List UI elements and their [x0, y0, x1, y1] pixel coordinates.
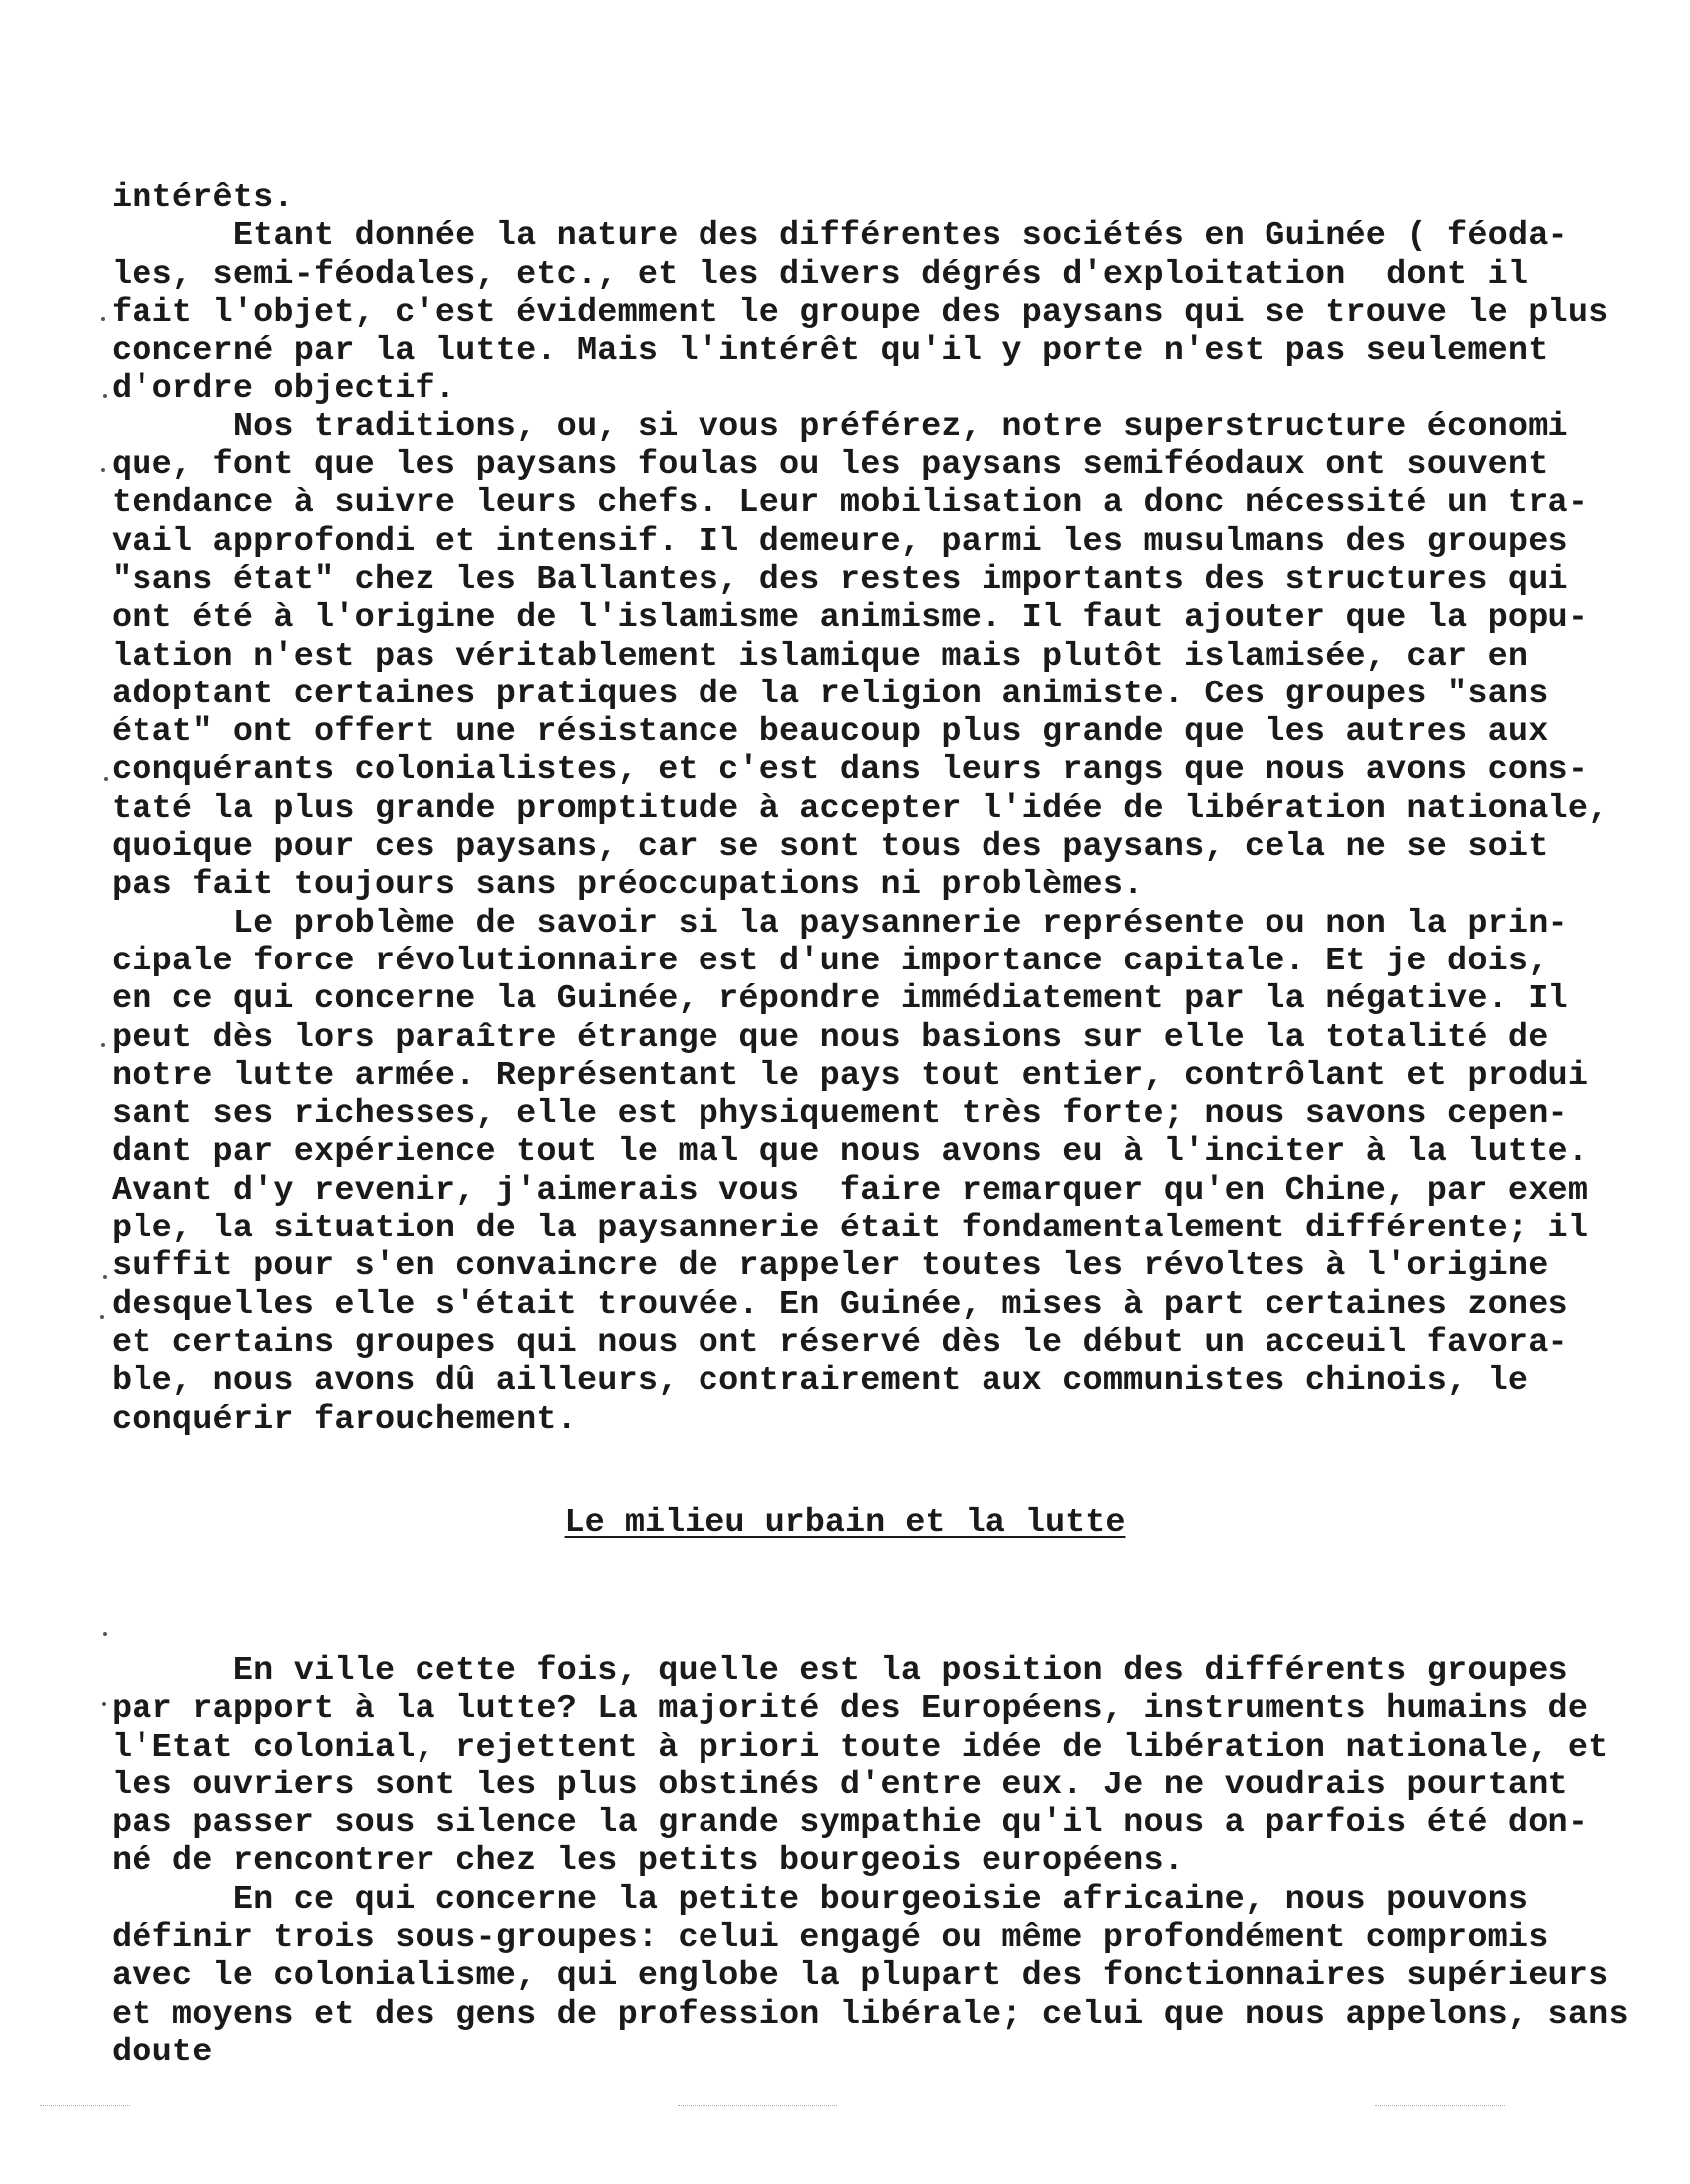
text-line: En ville cette fois, quelle est la position des différents groupes	[112, 1652, 1568, 1690]
margin-speck	[100, 1315, 104, 1319]
text-line: vail approfondi et intensif. Il demeure, parmi les musulmans des groupes	[112, 522, 1568, 561]
text-line: sant ses richesses, elle est physiquement très forte; nous savons cepen-	[112, 1095, 1568, 1134]
text-line: doute	[112, 2033, 213, 2071]
text-line: ont été à l'origine de l'islamisme animisme. Il faut ajouter que la popu-	[112, 599, 1589, 638]
body-text-section-2	[112, 1652, 1666, 2071]
margin-speck	[101, 317, 105, 321]
text-line: Nos traditions, ou, si vous préférez, notre superstructure économi	[112, 408, 1568, 446]
text-line: pas fait toujours sans préoccupations ni problèmes.	[112, 866, 1144, 905]
text-line: quoique pour ces paysans, car se sont tous des paysans, cela ne se soit	[112, 828, 1549, 867]
scan-edge-line	[1375, 2105, 1505, 2107]
text-line: les ouvriers sont les plus obstinés d'entre eux. Je ne voudrais pourtant	[112, 1766, 1568, 1804]
scan-edge-line	[678, 2105, 837, 2107]
text-line: Avant d'y revenir, j'aimerais vous faire remarquer qu'en Chine, par exem	[112, 1171, 1589, 1210]
text-line: par rapport à la lutte? La majorité des Européens, instruments humains de	[112, 1690, 1589, 1729]
text-line: et moyens et des gens de profession libérale; celui que nous appelons, sans	[112, 1995, 1629, 2034]
text-line: Le problème de savoir si la paysannerie représente ou non la prin-	[112, 904, 1568, 943]
text-line: dant par expérience tout le mal que nous avons eu à l'inciter à la lutte.	[112, 1133, 1589, 1172]
text-line: et certains groupes qui nous ont réservé dès le début un acceuil favora-	[112, 1323, 1568, 1362]
text-line: En ce qui concerne la petite bourgeoisie africaine, nous pouvons	[112, 1880, 1529, 1919]
text-line: peut dès lors paraître étrange que nous basions sur elle la totalité de	[112, 1018, 1549, 1057]
text-line: intérêts.	[112, 179, 294, 217]
text-line: d'ordre objectif.	[112, 370, 456, 409]
text-line: ble, nous avons dû ailleurs, contrairement aux communistes chinois, le	[112, 1362, 1529, 1401]
margin-speck	[101, 1043, 105, 1047]
text-line: lation n'est pas véritablement islamique mais plutôt islamisée, car en	[112, 637, 1529, 676]
text-line: notre lutte armée. Représentant le pays tout entier, contrôlant et produi	[112, 1056, 1589, 1095]
text-line: l'Etat colonial, rejettent à priori toute idée de libération nationale, et	[112, 1728, 1609, 1767]
text-line: que, font que les paysans foulas ou les paysans semiféodaux ont souvent	[112, 446, 1549, 485]
text-line: tendance à suivre leurs chefs. Leur mobilisation a donc nécessité un tra-	[112, 484, 1589, 523]
text-line: Etant donnée la nature des différentes sociétés en Guinée ( féoda-	[112, 217, 1568, 256]
text-line: définir trois sous-groupes: celui engagé ou même profondément compromis	[112, 1919, 1549, 1958]
text-line: conquérir farouchement.	[112, 1400, 577, 1439]
text-line: fait l'objet, c'est évidemment le groupe des paysans qui se trouve le plus	[112, 293, 1609, 332]
body-text-section-1	[112, 179, 1666, 1439]
text-line: taté la plus grande promptitude à accepter l'idée de libération nationale,	[112, 789, 1609, 828]
text-line: concerné par la lutte. Mais l'intérêt qu'il y porte n'est pas seulement	[112, 332, 1549, 371]
text-line: adoptant certaines pratiques de la religion animiste. Ces groupes "sans	[112, 675, 1549, 713]
margin-speck	[101, 468, 105, 472]
text-line: avec le colonialisme, qui englobe la plupart des fonctionnaires supérieurs	[112, 1957, 1609, 1996]
section-heading	[0, 1504, 1690, 1542]
text-line: pas passer sous silence la grande sympathie qu'il nous a parfois été don-	[112, 1804, 1589, 1843]
text-line: desquelles elle s'était trouvée. En Guinée, mises à part certaines zones	[112, 1285, 1568, 1324]
margin-speck	[102, 1702, 106, 1706]
scan-edge-line	[40, 2105, 130, 2107]
text-line: ple, la situation de la paysannerie était fondamentalement différente; il	[112, 1210, 1589, 1248]
text-line: "sans état" chez les Ballantes, des restes importants des structures qui	[112, 560, 1568, 599]
text-line: né de rencontrer chez les petits bourgeois européens.	[112, 1842, 1185, 1881]
text-line: les, semi-féodales, etc., et les divers dégrés d'exploitation dont il	[112, 255, 1529, 294]
margin-speck	[103, 1275, 107, 1279]
text-line: en ce qui concerne la Guinée, répondre immédiatement par la négative. Il	[112, 980, 1568, 1019]
text-line: conquérants colonialistes, et c'est dans leurs rangs que nous avons cons-	[112, 751, 1589, 790]
text-line: cipale force révolutionnaire est d'une importance capitale. Et je dois,	[112, 942, 1549, 980]
text-line: état" ont offert une résistance beaucoup plus grande que les autres aux	[112, 713, 1549, 752]
margin-speck	[104, 777, 108, 781]
margin-speck	[103, 1632, 107, 1636]
margin-speck	[103, 394, 107, 398]
section-heading-text: Le milieu urbain et la lutte	[564, 1504, 1126, 1542]
text-line: suffit pour s'en convaincre de rappeler toutes les révoltes à l'origine	[112, 1247, 1549, 1286]
